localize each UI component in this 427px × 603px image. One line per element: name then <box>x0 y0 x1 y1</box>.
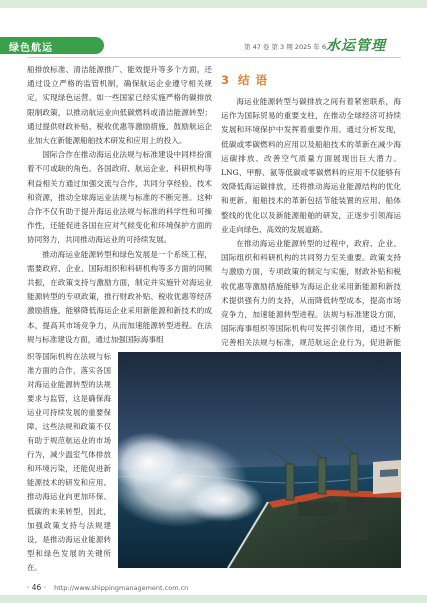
magazine-title: 水运管理 <box>326 38 386 54</box>
page-footer <box>27 583 188 592</box>
paragraph: 推动海运业能源转型和绿色发展是一个系统工程，需要政府、企业、国际组织和科研机构等多方面的同频共振，在政策支持与激励方面，制定并实施针对海运业能源转型的专项政策，推行财政补贴、税收优惠等经济激励措施，能够降低海运企业采用新能源和新技术的成本，提高其市场竞争力，从而加速能源转型进程。在法规与标准建设方面，通过加强国际海事组 <box>27 249 212 344</box>
paragraph-text: 在推动海运业能源转型的过程中，政府、企业、国际组织和科研机构的共同努力至关重要。政策支持与激励方面，专项政策的制定与实施，财政补贴和税收优惠等激励措施能够为海运企业采用新能源和新技术提供强有力的支持，从而降低转型成本，提高市场竞争力，加速能源转型进程。法规与标准建设方面，国际海事组织等国际机构可发挥引领作用，通过不断完善相关法规与标准，规范航运企业行为，促进新能 <box>221 239 401 348</box>
page-number: · 46 · <box>27 583 47 592</box>
section-tab <box>0 37 104 54</box>
header-rule <box>27 57 401 58</box>
paragraph: 海运业能源转型与碳排放之间有着紧密联系，海运作为国际贸易的重要支柱，在推动全球经济可持续发展和环境保护中发挥着重要作用。通过分析发现，低碳或零碳燃料的应用以及船舶技术的革新在减少海运碳排放、改善空气质量方面展现出巨大潜力。LNG、甲醇、氨等低碳或零碳燃料的应用不仅能够有效降低海运碳排放，还将推动海运业能源结构的优化和更新。船舶技术的革新包括节能装置的应用、船体整线的优化以及新能源船舶的研发，正逐步引领海运业走向绿色、高效的发展道路。 <box>221 97 401 234</box>
section-heading <box>221 72 268 88</box>
issue-info: 第 47 卷 第 3 期 2025 年 6 月 <box>244 43 335 51</box>
paragraph: 国际合作在推动海运业法规与标准建设中同样扮演着不可或缺的角色。各国政府、航运企业、科研机构等利益相关方通过加强交流与合作，共同分享经验、技术和资源，推动全球海运业法规与标准的不断完善。这种合作不仅有助于提升海运业法规与标准的科学性和可操作性，还能促进各国在应对气候变化和环境保护方面的协同努力，共同推动海运业的可持续发展。 <box>27 150 212 245</box>
narrow-column <box>27 350 111 575</box>
left-column <box>27 63 212 347</box>
paragraph: 织等国际机构在法规与标准方面的合作，落实各国对海运业能源转型的法规要求与监管，这是确保海运业可持续发展的重要保障。这些法规和政策不仅有助于规范航运业的市场行为，减少温室气体排放和环境污染，还能促进新能源技术的研发和应用。推动海运业向更加环保、低碳的未来转型，因此，加强政策支持与法规建设，是推动海运业能源转型和绿色发展的关键所在。 <box>27 352 111 572</box>
paragraph: 船排放标准、清洁能源推广、能效提升等多个方面，还通过设立严格的监管机制，确保航运企业遵守相关规定，实现绿色运营。如一些国家已经实施严格的碳排放限制政策，以推动航运业向低碳燃料或清洁能源转型；通过提供财政补贴、税收优惠等激励措施，鼓励航运企业加大在新能源船舶技术研发和应用上的投入。 <box>27 65 212 146</box>
paragraph <box>221 237 401 365</box>
section-label: 绿色航运 <box>9 43 53 54</box>
website-url: http://www.shippingmanagement.com.cn <box>54 584 189 592</box>
section-number: 3 <box>221 73 231 87</box>
right-column <box>221 95 401 365</box>
section-title: 结 语 <box>238 73 269 87</box>
bottom-decor-band <box>0 595 427 603</box>
ship-photo <box>118 352 401 568</box>
top-decor-band <box>0 0 427 8</box>
